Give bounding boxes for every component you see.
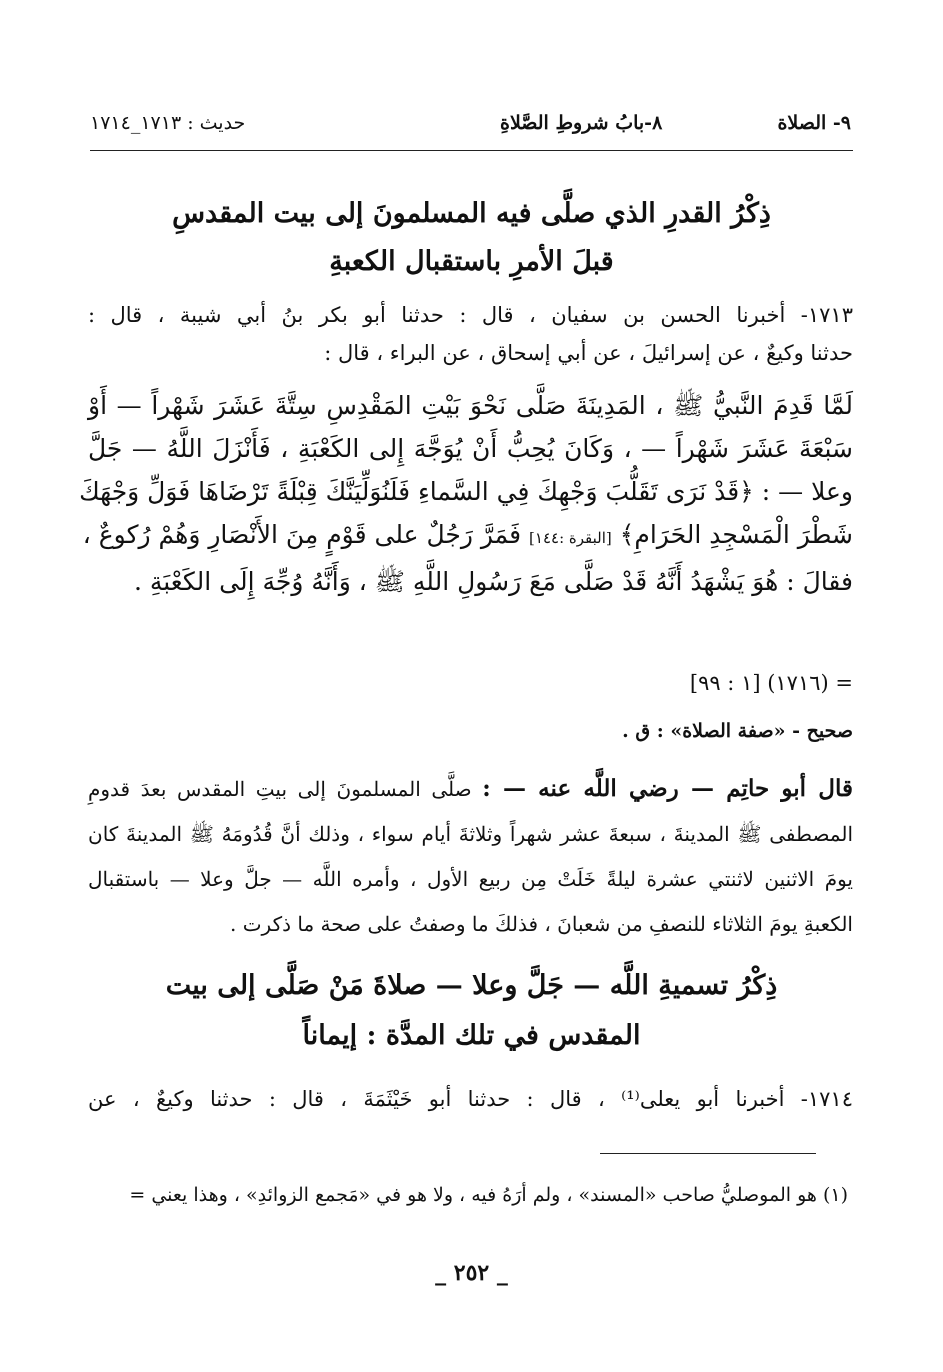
abu-hatim-lead: قال أبو حاتِم — رضي اللَّه عنه — : — [482, 775, 854, 802]
hadith-1713-grading — [88, 712, 853, 750]
header-rule — [90, 150, 853, 151]
hadith-1713-isnad — [88, 296, 853, 372]
isnad-line: ١٧١٤- أخبرنا أبو يعلى⁽¹⁾ ، قال : حدثنا أبو خَيْثَمَةَ ، قال : حدثنا وكيعٌ ، عن — [88, 1087, 853, 1111]
commentary-line — [88, 766, 853, 812]
footnote: (١) هو الموصليُّ صاحب «المسند» ، ولم أرَهُ فيه ، ولا هو في «مَجمع الزوائدِ» ، وهذا يعني = — [129, 1184, 848, 1206]
cross-reference: = (١٧١٦) [١ : ٩٩] — [689, 671, 853, 695]
hadith-1713-reference — [88, 664, 853, 702]
quran-reference: [البقرة :١٤٤] — [529, 529, 612, 547]
quran-quote-end: شَطْرَ الْمَسْجِدِ الحَرَامِ﴾ — [619, 520, 853, 549]
commentary-text: صلَّى المسلمونَ إلى بيتِ المقدس بعدَ قدومِ — [88, 777, 472, 801]
hadith-1714-isnad — [88, 1080, 853, 1118]
hadith-1713-matn — [79, 384, 853, 603]
abu-hatim-commentary — [88, 766, 853, 947]
header-section: ٨-بابُ شروطِ الصَّلاةِ — [500, 112, 663, 134]
commentary-line: يومَ الاثنين لاثنتي عشرة ليلةً خَلَتْ مِن ربيع الأول ، وأمره اللَّه — جلَّ وعلا — باستقبال — [88, 867, 853, 891]
header-chapter: ٩- الصلاة — [777, 112, 851, 134]
page-number: _ ٢٥٢ _ — [435, 1260, 508, 1286]
header-hadith-range: حديث : ١٧١٣_١٧١٤ — [90, 112, 246, 134]
commentary-line: المصطفى ﷺ المدينةَ ، سبعةَ عشر شهراً وثلاثةَ أيام سواء ، وذلك أنَّ قُدُومَهُ ﷺ المدينةَ كان — [88, 822, 853, 846]
isnad-line: ١٧١٣- أخبرنا الحسن بن سفيان ، قال : حدثنا أبو بكر بنُ أبي شيبة ، قال : — [88, 303, 853, 327]
matn-line: وعلا — : ﴿قَدْ نَرَى تَقَلُّبَ وَجْهِكَ فِي السَّماءِ فَلَنُوَلِّيَنَّكَ قِبْلَةً تَرْضَاهَا فَوَلِّ وَجْهَكَ — [79, 477, 853, 506]
chapter-heading-line-2: قبلَ الأمرِ باستقبال الكعبةِ — [329, 246, 614, 277]
matn-line: فقالَ : هُوَ يَشْهَدُ أَنَّهُ قَدْ صَلَّى مَعَ رَسُولِ اللَّهِ ﷺ ، وَأَنَّهُ وُجِّهَ إِلَى الكَعْبَةِ . — [133, 567, 853, 596]
isnad-line: حدثنا وكيعٌ ، عن إسرائيلَ ، عن أبي إسحاق ، عن البراء ، قال : — [324, 341, 853, 365]
running-header — [90, 112, 851, 142]
matn-line — [82, 513, 853, 560]
matn-line: سَبْعَةَ عَشَرَ شَهْراً — ، وَكَانَ يُحِبُّ أَنْ يُوَجَّهَ إِلى الكَعْبَةِ ، فَأَنْزَلَ اللَّهُ — جَلَّ — [88, 434, 853, 463]
commentary-line: الكعبةِ يومَ الثلاثاء للنصفِ من شعبانَ ، فذلكَ ما وصفتُ على صحة ما ذكرت . — [230, 912, 853, 936]
chapter-heading-2-line-1: ذِكْرُ تسميةِ اللَّه — جَلَّ وعلا — صلاةَ مَنْ صَلَّى إلى بيت — [165, 970, 778, 1001]
grading: صحيح - «صفة الصلاة» : ق . — [622, 720, 853, 742]
matn-continuation: فَمَرَّ رَجُلٌ على قَوْمٍ مِنَ الأَنْصَارِ وَهُمْ رُكوعٌ ، — [82, 520, 522, 549]
matn-line: لَمَّا قَدِمَ النَّبيُّ ﷺ ، المَدِينَةَ صَلَّى نَحْوَ بَيْتِ المَقْدِسِ سِتَّةَ عَشَرَ شَهْراً — أَوْ — [88, 391, 853, 420]
chapter-heading-2-line-2: المقدس في تلك المدَّة : إيماناً — [302, 1020, 641, 1051]
chapter-heading-line-1: ذِكْرُ القدرِ الذي صلَّى فيه المسلمونَ إلى بيت المقدسِ — [172, 198, 771, 229]
footnote-rule — [600, 1153, 816, 1154]
